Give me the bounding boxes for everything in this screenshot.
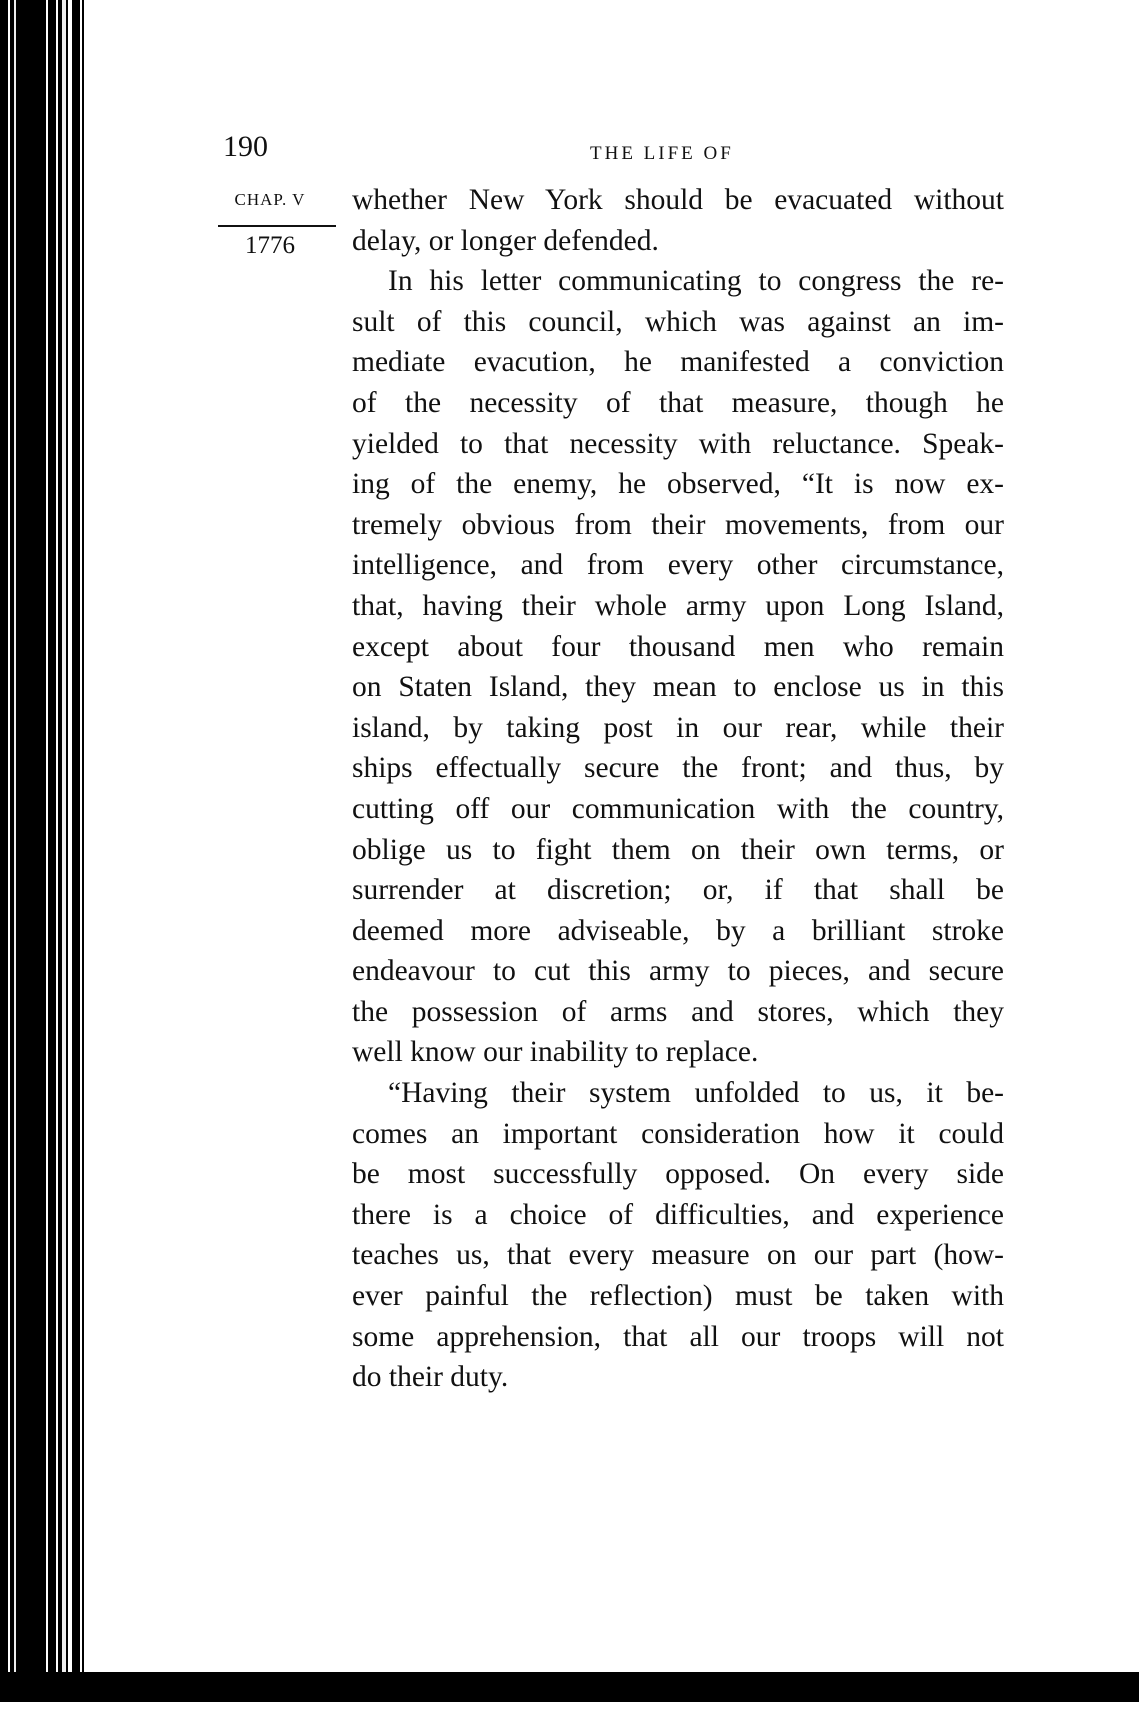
text-line: island, by taking post in our rear, while their	[352, 711, 1004, 744]
text-line: on Staten Island, they mean to enclose us in this	[352, 671, 1004, 704]
page-number: 190	[223, 130, 268, 163]
page-bottom-edge	[0, 1672, 1139, 1702]
text-line: oblige us to fight them on their own terms, or	[352, 833, 1004, 866]
text-line: ships effectually secure the front; and thus, by	[352, 752, 1004, 785]
text-line: tremely obvious from their movements, from our	[352, 508, 1004, 541]
text-line: “Having their system unfolded to us, it be-	[388, 1077, 1004, 1110]
text-line: endeavour to cut this army to pieces, and secure	[352, 955, 1004, 988]
text-line: there is a choice of difficulties, and experience	[352, 1198, 1004, 1231]
margin-year: 1776	[245, 232, 295, 259]
text-line: yielded to that necessity with reluctance. Speak-	[352, 427, 1004, 460]
text-line: In his letter communicating to congress the re-	[388, 265, 1004, 298]
text-line: well know our inability to replace.	[352, 1036, 759, 1069]
text-line: delay, or longer defended.	[352, 224, 659, 257]
body-text	[352, 180, 1004, 1398]
text-line: teaches us, that every measure on our part (how-	[352, 1239, 1004, 1272]
text-line: except about four thousand men who remain	[352, 630, 1004, 663]
text-line: whether New York should be evacuated without	[352, 184, 1004, 216]
text-line: cutting off our communication with the country,	[352, 792, 1004, 825]
text-line: deemed more adviseable, by a brilliant stroke	[352, 914, 1004, 947]
running-head: THE LIFE OF	[590, 143, 734, 164]
text-line: ing of the enemy, he observed, “It is now ex-	[352, 468, 1004, 501]
margin-chapter: CHAP. V	[234, 190, 306, 209]
text-line: some apprehension, that all our troops will not	[352, 1320, 1004, 1353]
text-line: ever painful the reflection) must be taken with	[352, 1280, 1004, 1313]
text-line: the possession of arms and stores, which they	[352, 995, 1004, 1028]
text-line: be most successfully opposed. On every side	[352, 1158, 1004, 1191]
text-line: that, having their whole army upon Long Island,	[352, 589, 1004, 622]
text-line: intelligence, and from every other circumstance,	[352, 549, 1004, 582]
text-line: mediate evacution, he manifested a conviction	[352, 346, 1004, 379]
text-line: sult of this council, which was against an im-	[352, 305, 1004, 338]
margin-rule	[218, 225, 336, 227]
text-line: comes an important consideration how it could	[352, 1117, 1004, 1150]
text-line: do their duty.	[352, 1361, 509, 1394]
book-binding-edge	[0, 0, 84, 1700]
text-line: surrender at discretion; or, if that shall be	[352, 874, 1004, 907]
text-line: of the necessity of that measure, though he	[352, 386, 1004, 419]
